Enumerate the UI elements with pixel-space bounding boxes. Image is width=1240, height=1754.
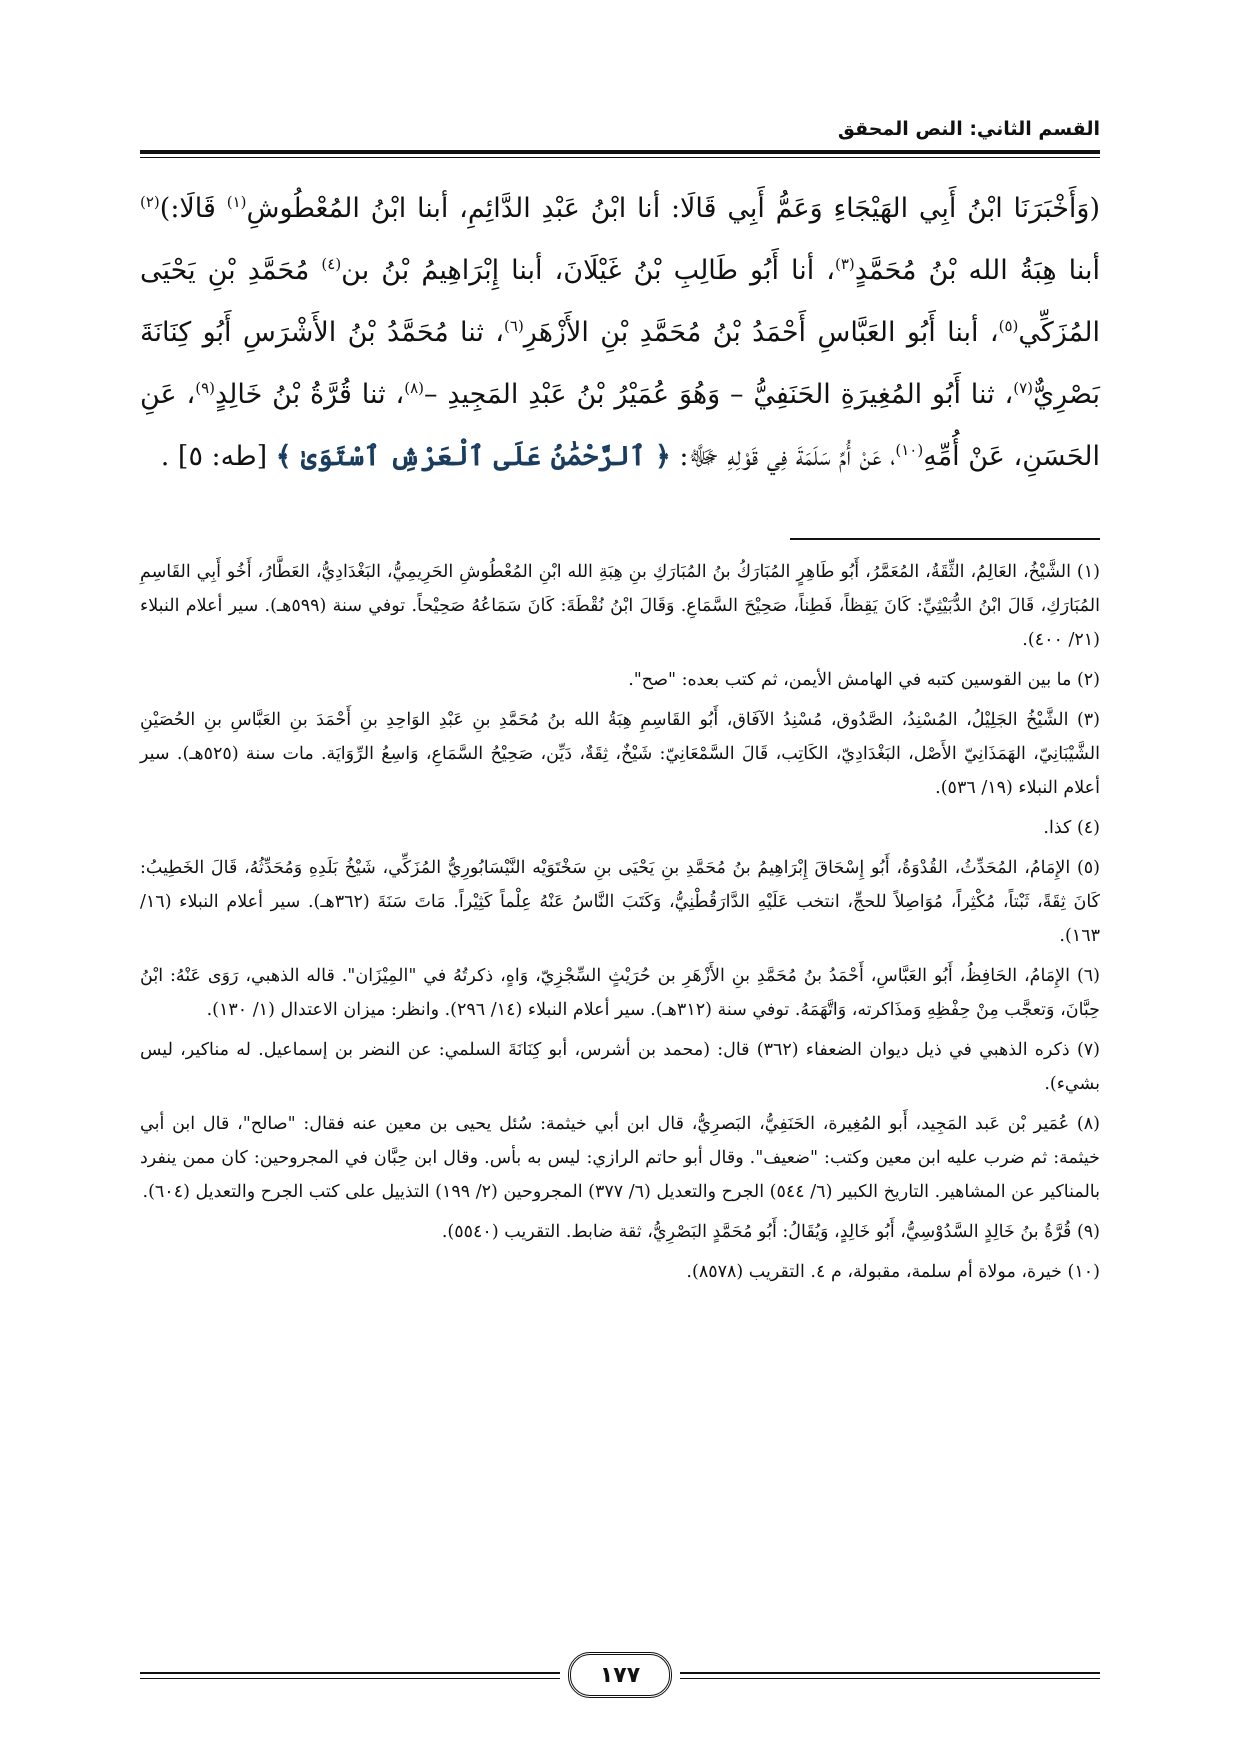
main-text-segment: ، ثنا أَبُو المُغِيرَةِ الحَنَفِيُّ – وَهُوَ عُمَيْرُ بْنُ عَبْدِ المَجِيدِ – [424,379,1014,410]
footer-rule-left-thin [140,1678,560,1679]
footnote-ref-4[interactable]: (٤) [321,255,342,273]
footnote-text: الإِمَامُ، الحَافِظُ، أَبُو العَبَّاسِ، أَحْمَدُ بنُ مُحَمَّدِ بنِ الأَزْهَرِ بن حُرَيْثٍ السِّجْزِيّ، وَاهٍ، ذكرتُهُ في "المِيْزَان". قاله الذهبي، رَوَى عَنْهُ: ابْنُ حِبَّانَ، وَتعجَّب مِنْ حِفْظِهِ وَمذَاكرته، وَاتَّهَمَهُ. توفي سنة (٣١٢هـ). سير أعلام النبلاء (١٤/ ٢٩٦). وانظر: ميزان الاعتدال (١/ ١٣٠). [140,966,1100,1020]
footnote-number: (٧) [1076,1040,1100,1060]
header-rule-thick [140,150,1100,154]
main-text-segment: (وَأَخْبَرَنَا ابْنُ أَبِي الهَيْجَاءِ وَعَمُّ أَبِي قَالَا: أنا ابْنُ عَبْدِ الدَّائِمِ، أبنا ابْنُ المُعْطُوشِ [246,193,1101,224]
footnote-8 [140,1107,1100,1209]
footnote-2 [140,663,1100,697]
main-text-segment: ، ثنا مُحَمَّدُ بْنُ الأَشْرَسِ أَبُو كِنَانَةَ بَصْرِيٌّ [140,317,1100,410]
footnote-ref-8[interactable]: (٨) [404,379,424,397]
footnote-text: كذا. [1043,818,1072,838]
footnote-text: الإِمَامُ، المُحَدِّثُ، القُدْوَةُ، أَبُو إِسْحَاقَ إِبْرَاهِيمُ بنُ مُحَمَّدِ بنِ يَحْيَى بنِ سَخْتَوَيْه النَّيْسَابُورِيُّ المُزَكِّي، شَيْخُ بَلَدِهِ وَمُحَدِّثُهُ، قَالَ الخَطِيبُ: كَانَ ثِقَةً، ثَبْتاً، مُكْثِراً، مُوَاصِلاً للحجِّ، انتخب عَلَيْهِ الدَّارَقُطْنِيُّ، وَكَتَبَ النَّاسُ عَنْهُ عِلْماً كَثِيْراً. مَاتَ سَنَةَ (٣٦٢هـ). سير أعلام النبلاء (١٦/ ١٦٣). [140,858,1100,946]
footer-rule-right [680,1672,1100,1674]
footnote-ref-1[interactable]: (١) [226,193,247,211]
quran-verse: ﴿ ٱلرَّحْمَٰنُ عَلَى ٱلْعَرْشِ ٱسْتَوَىٰ ﴾ [275,441,671,472]
footnote-3 [140,703,1100,805]
footnote-text: عُمَير بْن عَبد المَجِيد، أَبو المُغِيرة، الحَنَفِيُّ، البَصرِيُّ، قال ابن أبي خيثمة: سُئل يحيى بن معين عنه فقال: "صالح"، قال ابن أبي خيثمة: ثم ضرب عليه ابن معين وكتب: "ضعيف". وقال أبو حاتم الرازي: ليس به بأس. وقال ابن حِبَّان في المجروحين: كان ممن ينفرد بالمناكير عن المشاهير. التاريخ الكبير (٦/ ٥٤٤) الجرح والتعديل (٦/ ٣٧٧) المجروحين (٢/ ١٩٩) التذييل على كتب الجرح والتعديل (٦٠٤). [140,1114,1100,1202]
main-text-segment: قَالَا:) [159,193,227,224]
footnote-1 [140,555,1100,657]
footnote-text: ما بين القوسين كتبه في الهامش الأيمن، ثم كتب بعده: "صح". [628,670,1072,690]
footnote-10 [140,1255,1100,1289]
footnote-number: (٥) [1076,858,1100,878]
main-paragraph [140,178,1100,488]
footnote-separator [790,538,1100,540]
main-text-segment: ، عَنِ الحَسَنِ، عَنْ أُمِّهِ [140,379,1100,472]
header-rule-thin [140,157,1100,158]
footnote-6 [140,959,1100,1027]
footnote-text: الشَّيْخُ، العَالِمُ، الثِّقَةُ، المُعَمَّرُ، أَبُو طَاهِرٍ المُبَارَكُ بنُ المُبَارَكِ بنِ هِبَةِ الله ابْنِ المُعْطُوشِ الحَرِيمِيُّ، البَغْدَادِيُّ، العَطَّارُ، أَخُو أَبِي القَاسِمِ المُبَارَكِ، قَالَ ابْنُ الدُّبَيْثِيِّ: كَانَ يَقِظاً، فَطِناً، صَحِيْحَ السَّمَاعِ. وَقَالَ ابْنُ نُقْطَةَ: كَانَ سَمَاعُهُ صَحِيْحاً. توفي سنة (٥٩٩هـ). سير أعلام النبلاء (٢١/ ٤٠٠). [140,562,1100,650]
footnote-text: الشَّيْخُ الجَلِيْلُ، المُسْنِدُ، الصَّدُوق، مُسْنِدُ الآفَاق، أَبُو القَاسِمِ هِبَةُ الله بنُ مُحَمَّدِ بنِ عَبْدِ الوَاحِدِ بنِ أَحْمَدَ بنِ العَبَّاسِ بنِ الحُصَيْنِ الشَّيْبَانِيّ، الهَمَذَانِيّ الأَصْل، البَغْدَادِيّ، الكَاتِب، قَالَ السَّمْعَانِيّ: شَيْخٌ، ثِقَةٌ، دَيِّن، صَحِيْحُ السَّمَاعِ، وَاسِعُ الرِّوَايَة. مات سنة (٥٢٥هـ). سير أعلام النبلاء (١٩/ ٥٣٦). [140,710,1100,798]
main-text-segment: ، ثنا قُرَّةُ بْنُ خَالِدٍ [214,379,405,410]
footnote-ref-10[interactable]: (١٠) [895,441,924,459]
footnote-number: (١٠) [1067,1262,1100,1282]
main-text-segment: [طه: ٥] . [160,441,276,472]
footnote-number: (٤) [1076,818,1100,838]
main-text-segment: أبنا هِبَةُ الله بْنُ مُحَمَّدٍ [854,255,1100,286]
footer-rule-left [140,1672,560,1674]
footnote-7 [140,1033,1100,1101]
footnote-number: (٩) [1076,1222,1100,1242]
main-text-block [140,178,1100,488]
footnote-ref-2[interactable]: (٢) [140,193,160,211]
main-text-segment: ، أبنا أَبُو العَبَّاسِ أَحْمَدُ بْنُ مُحَمَّدِ بْنِ الأَزْهَرِ [523,317,999,348]
main-text-segment: ، عَنْ أُمِّ سَلَمَةَ فِي قَوْلِهِ ﷻ: [670,441,896,472]
footnote-number: (١) [1076,562,1100,582]
footnote-number: (٦) [1076,966,1100,986]
footnote-number: (٣) [1076,710,1100,730]
footnote-ref-7[interactable]: (٧) [1013,379,1034,397]
footnote-9 [140,1215,1100,1249]
footnote-5 [140,851,1100,953]
footer-rule-right-thin [680,1678,1100,1679]
footnote-ref-3[interactable]: (٣) [835,255,855,273]
footnote-number: (٢) [1076,670,1100,690]
footnote-ref-6[interactable]: (٦) [504,317,524,335]
footnote-ref-5[interactable]: (٥) [998,317,1019,335]
footnote-text: ذكره الذهبي في ذيل ديوان الضعفاء (٣٦٢) قال: (محمد بن أشرس، أبو كِنَانَةَ السلمي: عن النضر بن إسماعيل. له مناكير، ليس بشيء). [140,1040,1100,1094]
page-header-title: القسم الثاني: النص المحقق [837,118,1100,140]
page-number: ١٧٧ [568,1652,672,1698]
main-text-segment: مُحَمَّدِ بْنِ يَحْيَى المُزَكِّي [140,255,1100,348]
footnotes-section [140,555,1100,1295]
footnote-number: (٨) [1076,1114,1100,1134]
footnote-4 [140,811,1100,845]
main-text-segment: ، أنا أَبُو طَالِبِ بْنُ غَيْلَانَ، أبنا إِبْرَاهِيمُ بْنُ بن [341,255,835,286]
footnote-text: قُرَّةُ بنُ خَالِدٍ السَّدُوْسِيُّ، أَبُو خَالِدٍ، وَيُقَالُ: أَبُو مُحَمَّدٍ البَصْرِيُّ، ثقة ضابط. التقريب (٥٥٤٠). [441,1222,1072,1242]
footnote-ref-9[interactable]: (٩) [195,379,215,397]
footnote-text: خيرة، مولاة أم سلمة، مقبولة، م ٤. التقريب (٨٥٧٨). [686,1262,1062,1282]
